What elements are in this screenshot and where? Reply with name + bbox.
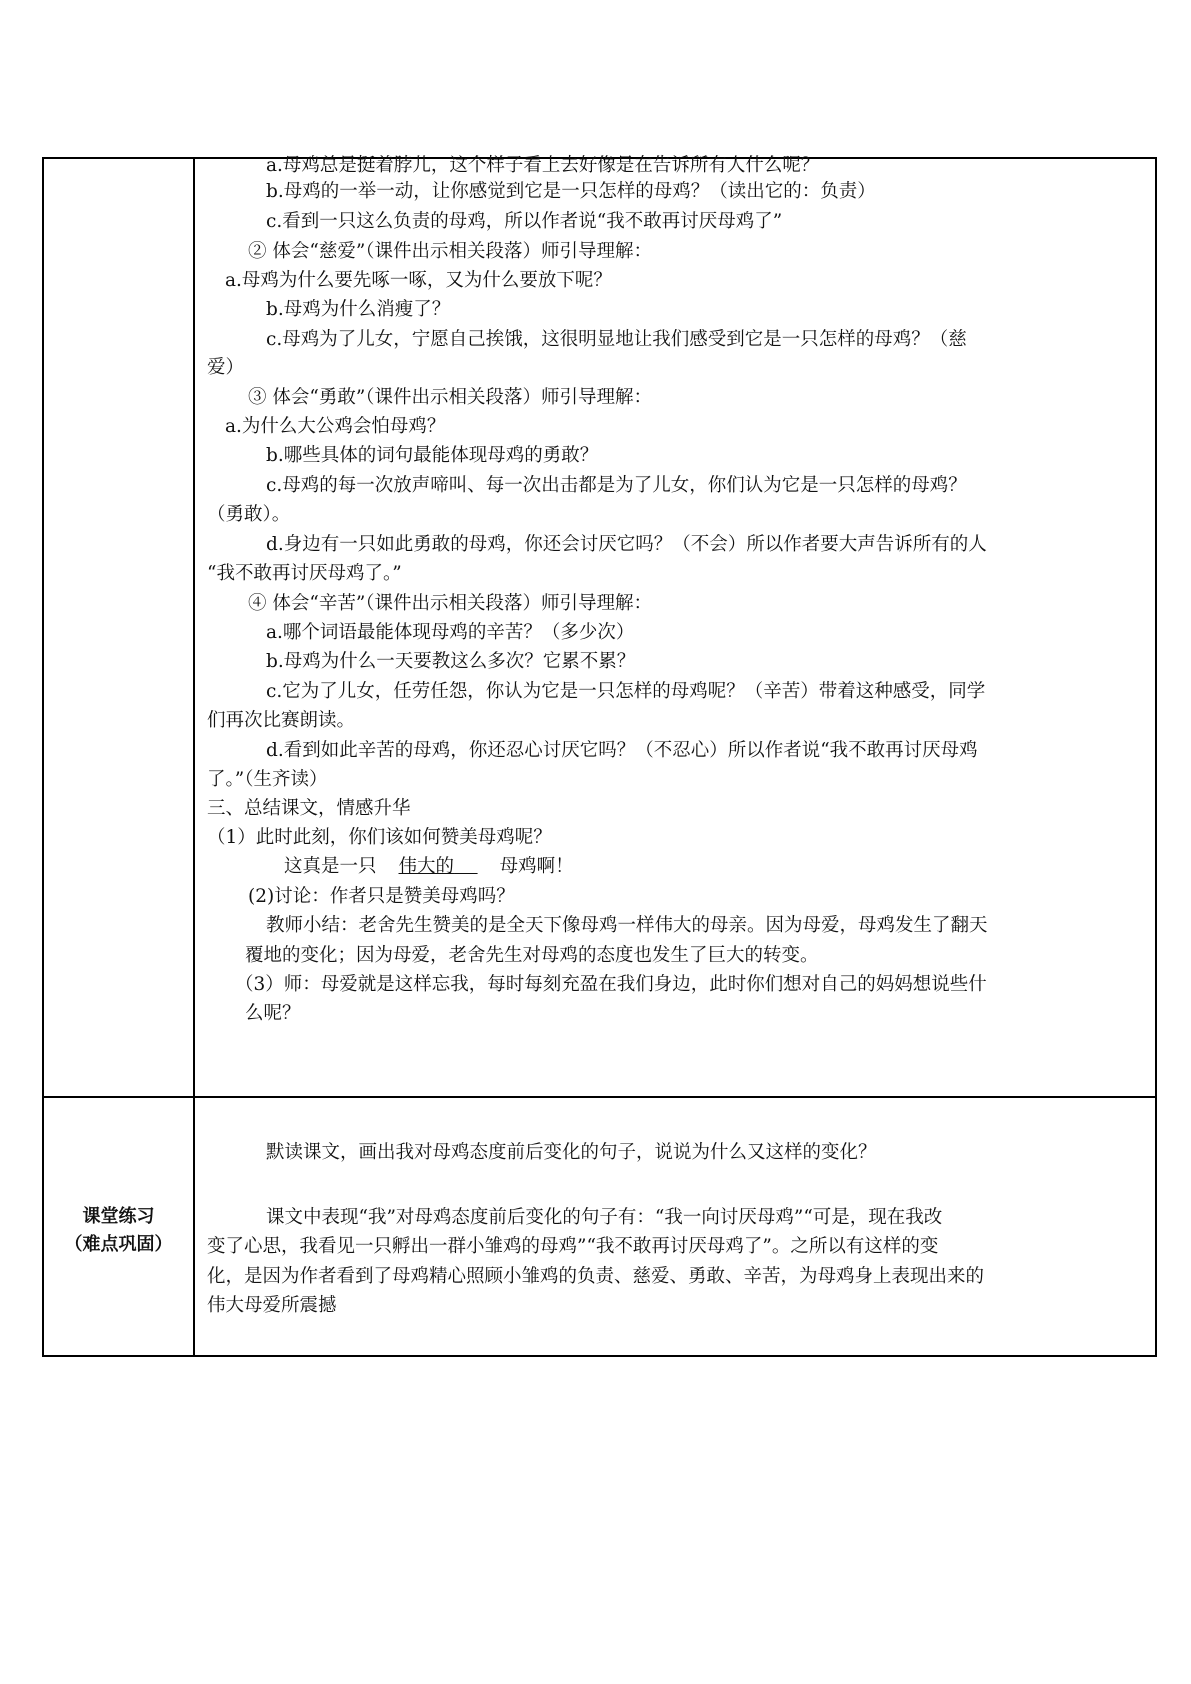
step-line: a.母鸡为什么要先啄一啄，又为什么要放下呢？ xyxy=(225,270,612,291)
lesson-table xyxy=(42,157,1157,1357)
praise-blank-text: 伟大的 xyxy=(398,856,455,877)
practice-label: 课堂练习 xyxy=(82,1206,155,1227)
practice-content-cell xyxy=(194,1097,1156,1356)
answer-line: 变了心思，我看见一只孵出一群小雏鸡的母鸡”“我不敢再讨厌母鸡了”。之所以有这样的变 xyxy=(207,1236,939,1257)
step-line: 覆地的变化；因为母爱，老舍先生对母鸡的态度也发生了巨大的转变。 xyxy=(245,945,819,966)
step-line: (2)讨论：作者只是赞美母鸡吗？ xyxy=(248,886,515,907)
step-line: ④ 体会“辛苦”（课件出示相关段落）师引导理解： xyxy=(248,593,653,614)
step-line: （3）师：母爱就是这样忘我，每时每刻充盈在我们身边，此时你们想对自己的妈妈想说些什 xyxy=(235,974,987,995)
step-line: d.身边有一只如此勇敢的母鸡，你还会讨厌它吗？（不会）所以作者要大声告诉所有的人 xyxy=(266,534,987,555)
step-line: a.母鸡总是挺着脖儿，这个样子看上去好像是在告诉所有人什么呢？ xyxy=(266,155,820,176)
step-line: c.母鸡的每一次放声啼叫、每一次出击都是为了儿女，你们认为它是一只怎样的母鸡？ xyxy=(266,475,967,496)
step-line: 了。”（生齐读） xyxy=(207,769,328,790)
practice-question: 默读课文，画出我对母鸡态度前后变化的句子，说说为什么又这样的变化？ xyxy=(266,1142,877,1163)
praise-line xyxy=(284,854,574,880)
step-line: c.母鸡为了儿女，宁愿自己挨饿，这很明显地让我们感受到它是一只怎样的母鸡？（慈 xyxy=(266,329,967,350)
step-line: b.哪些具体的词句最能体现母鸡的勇敢？ xyxy=(266,445,599,466)
practice-sublabel: （难点巩固） xyxy=(64,1234,173,1255)
praise-suffix: 母鸡啊！ xyxy=(499,856,574,877)
practice-row xyxy=(43,1097,1156,1356)
answer-line: 伟大母爱所震撼 xyxy=(207,1295,337,1316)
step-line: b.母鸡的一举一动，让你感觉到它是一只怎样的母鸡？（读出它的：负责） xyxy=(266,181,876,202)
step-line: （1）此时此刻，你们该如何赞美母鸡呢？ xyxy=(207,827,552,848)
step-line: d.看到如此辛苦的母鸡，你还忍心讨厌它吗？（不忍心）所以作者说“我不敢再讨厌母鸡 xyxy=(266,740,978,761)
section-heading: 三、总结课文，情感升华 xyxy=(207,798,411,819)
praise-blank xyxy=(399,856,478,877)
step-line: c.看到一只这么负责的母鸡，所以作者说“我不敢再讨厌母鸡了” xyxy=(266,211,783,232)
step-line: c.它为了儿女，任劳任怨，你认为它是一只怎样的母鸡呢？（辛苦）带着这种感受，同学 xyxy=(266,681,986,702)
step-line: ③ 体会“勇敢”（课件出示相关段落）师引导理解： xyxy=(248,387,653,408)
step-line: a.哪个词语最能体现母鸡的辛苦？（多少次） xyxy=(266,622,635,643)
practice-label-cell xyxy=(43,1097,194,1356)
step-line: 们再次比赛朗读。 xyxy=(207,710,356,731)
empty-label-cell xyxy=(43,158,194,1097)
praise-prefix: 这真是一只 xyxy=(284,856,377,877)
step-line: 教师小结：老舍先生赞美的是全天下像母鸡一样伟大的母亲。因为母爱，母鸡发生了翻天 xyxy=(266,915,988,936)
step-line: 爱） xyxy=(207,357,245,378)
step-line: ② 体会“慈爱”（课件出示相关段落）师引导理解： xyxy=(248,241,653,262)
step-line: b.母鸡为什么消瘦了？ xyxy=(266,299,451,320)
step-line: （勇敢）。 xyxy=(207,504,291,525)
step-line: “我不敢再讨厌母鸡了。” xyxy=(207,563,402,584)
answer-line: 课文中表现“我”对母鸡态度前后变化的句子有：“我一向讨厌母鸡”“可是，现在我改 xyxy=(266,1207,943,1228)
teaching-process-row xyxy=(43,158,1156,1097)
step-line: a.为什么大公鸡会怕母鸡？ xyxy=(225,416,446,437)
step-line: b.母鸡为什么一天要教这么多次？它累不累？ xyxy=(266,651,636,672)
teaching-process-cell xyxy=(194,155,1156,1097)
answer-line: 化，是因为作者看到了母鸡精心照顾小雏鸡的负责、慈爱、勇敢、辛苦，为母鸡身上表现出来的 xyxy=(207,1266,985,1287)
step-line: 么呢？ xyxy=(245,1003,301,1024)
